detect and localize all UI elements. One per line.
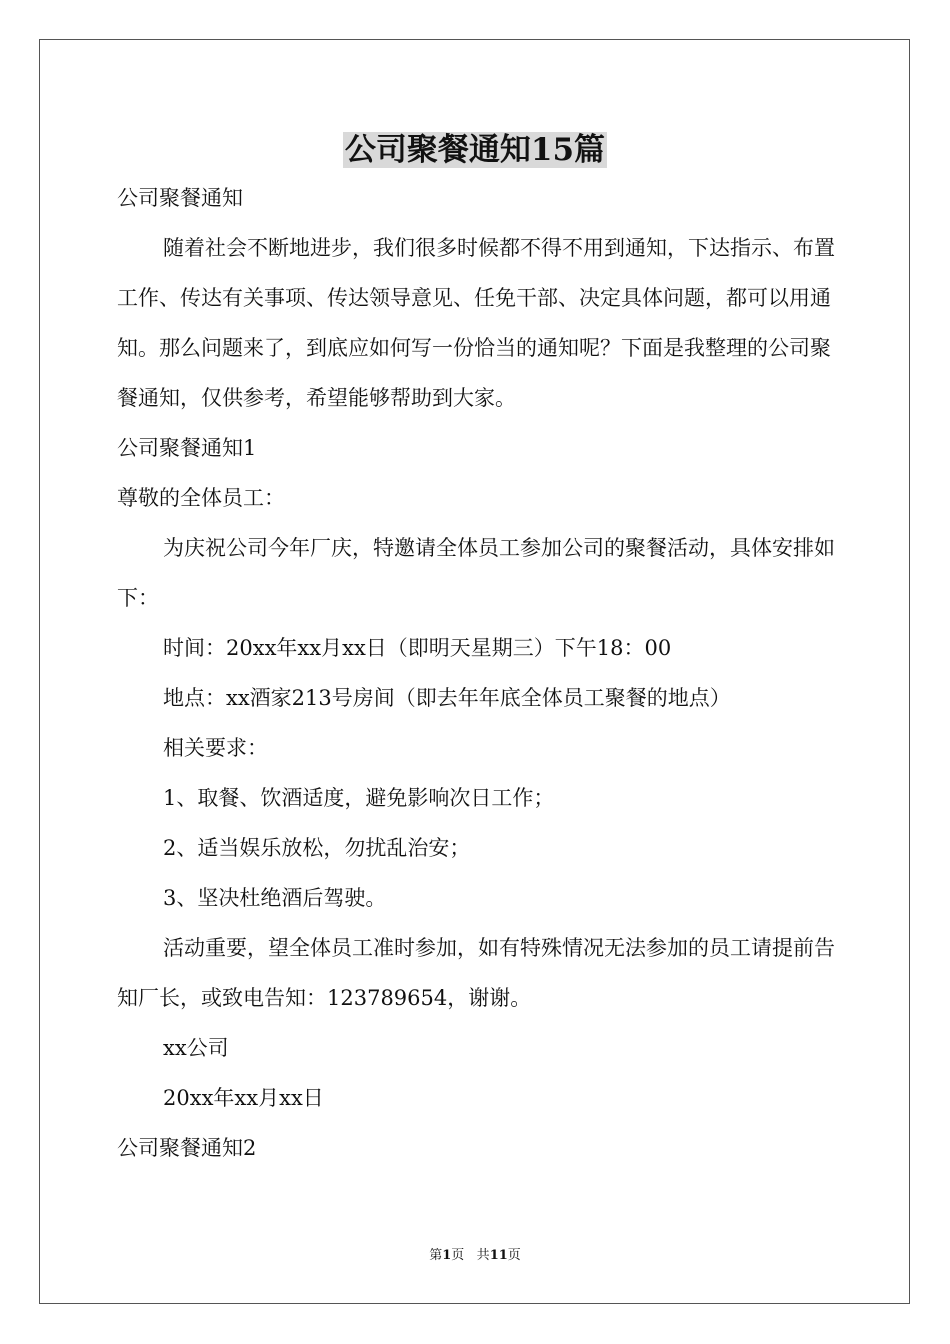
intro-paragraph: 随着社会不断地进步，我们很多时候都不得不用到通知，下达指示、布置工作、传达有关事项、传达领导意见、任免干部、决定具体问题，都可以用通知。那么问题来了，到底应如何写一份恰当的通知呢？下面是我整理的公司聚餐通知，仅供参考，希望能够帮助到大家。	[117, 236, 835, 410]
salutation: 尊敬的全体员工：	[117, 486, 285, 510]
page-prefix: 第	[429, 1248, 443, 1263]
signature-company: xx公司	[163, 1036, 229, 1060]
total-suffix: 页	[507, 1248, 521, 1263]
total-page-count: 11	[489, 1248, 508, 1263]
section1-heading: 公司聚餐通知1	[117, 436, 257, 460]
current-page-number: 1	[442, 1248, 452, 1263]
requirement-item: 1、取餐、饮酒适度，避免影响次日工作；	[163, 786, 555, 810]
section2-heading: 公司聚餐通知2	[117, 1136, 257, 1160]
signature-date: 20xx年xx月xx日	[163, 1086, 324, 1110]
time-line: 时间：20xx年xx月xx日（即明天星期三）下午18：00	[163, 636, 672, 660]
intro-heading: 公司聚餐通知	[117, 186, 243, 210]
document-title	[0, 126, 950, 174]
page-suffix: 页	[451, 1248, 465, 1263]
requirement-item: 2、适当娱乐放松，勿扰乱治安；	[163, 836, 471, 860]
place-line: 地点：xx酒家213号房间（即去年年底全体员工聚餐的地点）	[163, 686, 731, 710]
page-footer	[0, 1246, 950, 1266]
body-paragraph: 为庆祝公司今年厂庆，特邀请全体员工参加公司的聚餐活动，具体安排如下：	[117, 536, 835, 610]
requirement-item: 3、坚决杜绝酒后驾驶。	[163, 886, 387, 910]
requirements-label: 相关要求：	[163, 736, 268, 760]
total-prefix: 共	[476, 1248, 490, 1263]
title-text: 公司聚餐通知15篇	[344, 132, 606, 168]
closing-paragraph: 活动重要，望全体员工准时参加，如有特殊情况无法参加的员工请提前告知厂长，或致电告知：123789654，谢谢。	[117, 936, 835, 1010]
